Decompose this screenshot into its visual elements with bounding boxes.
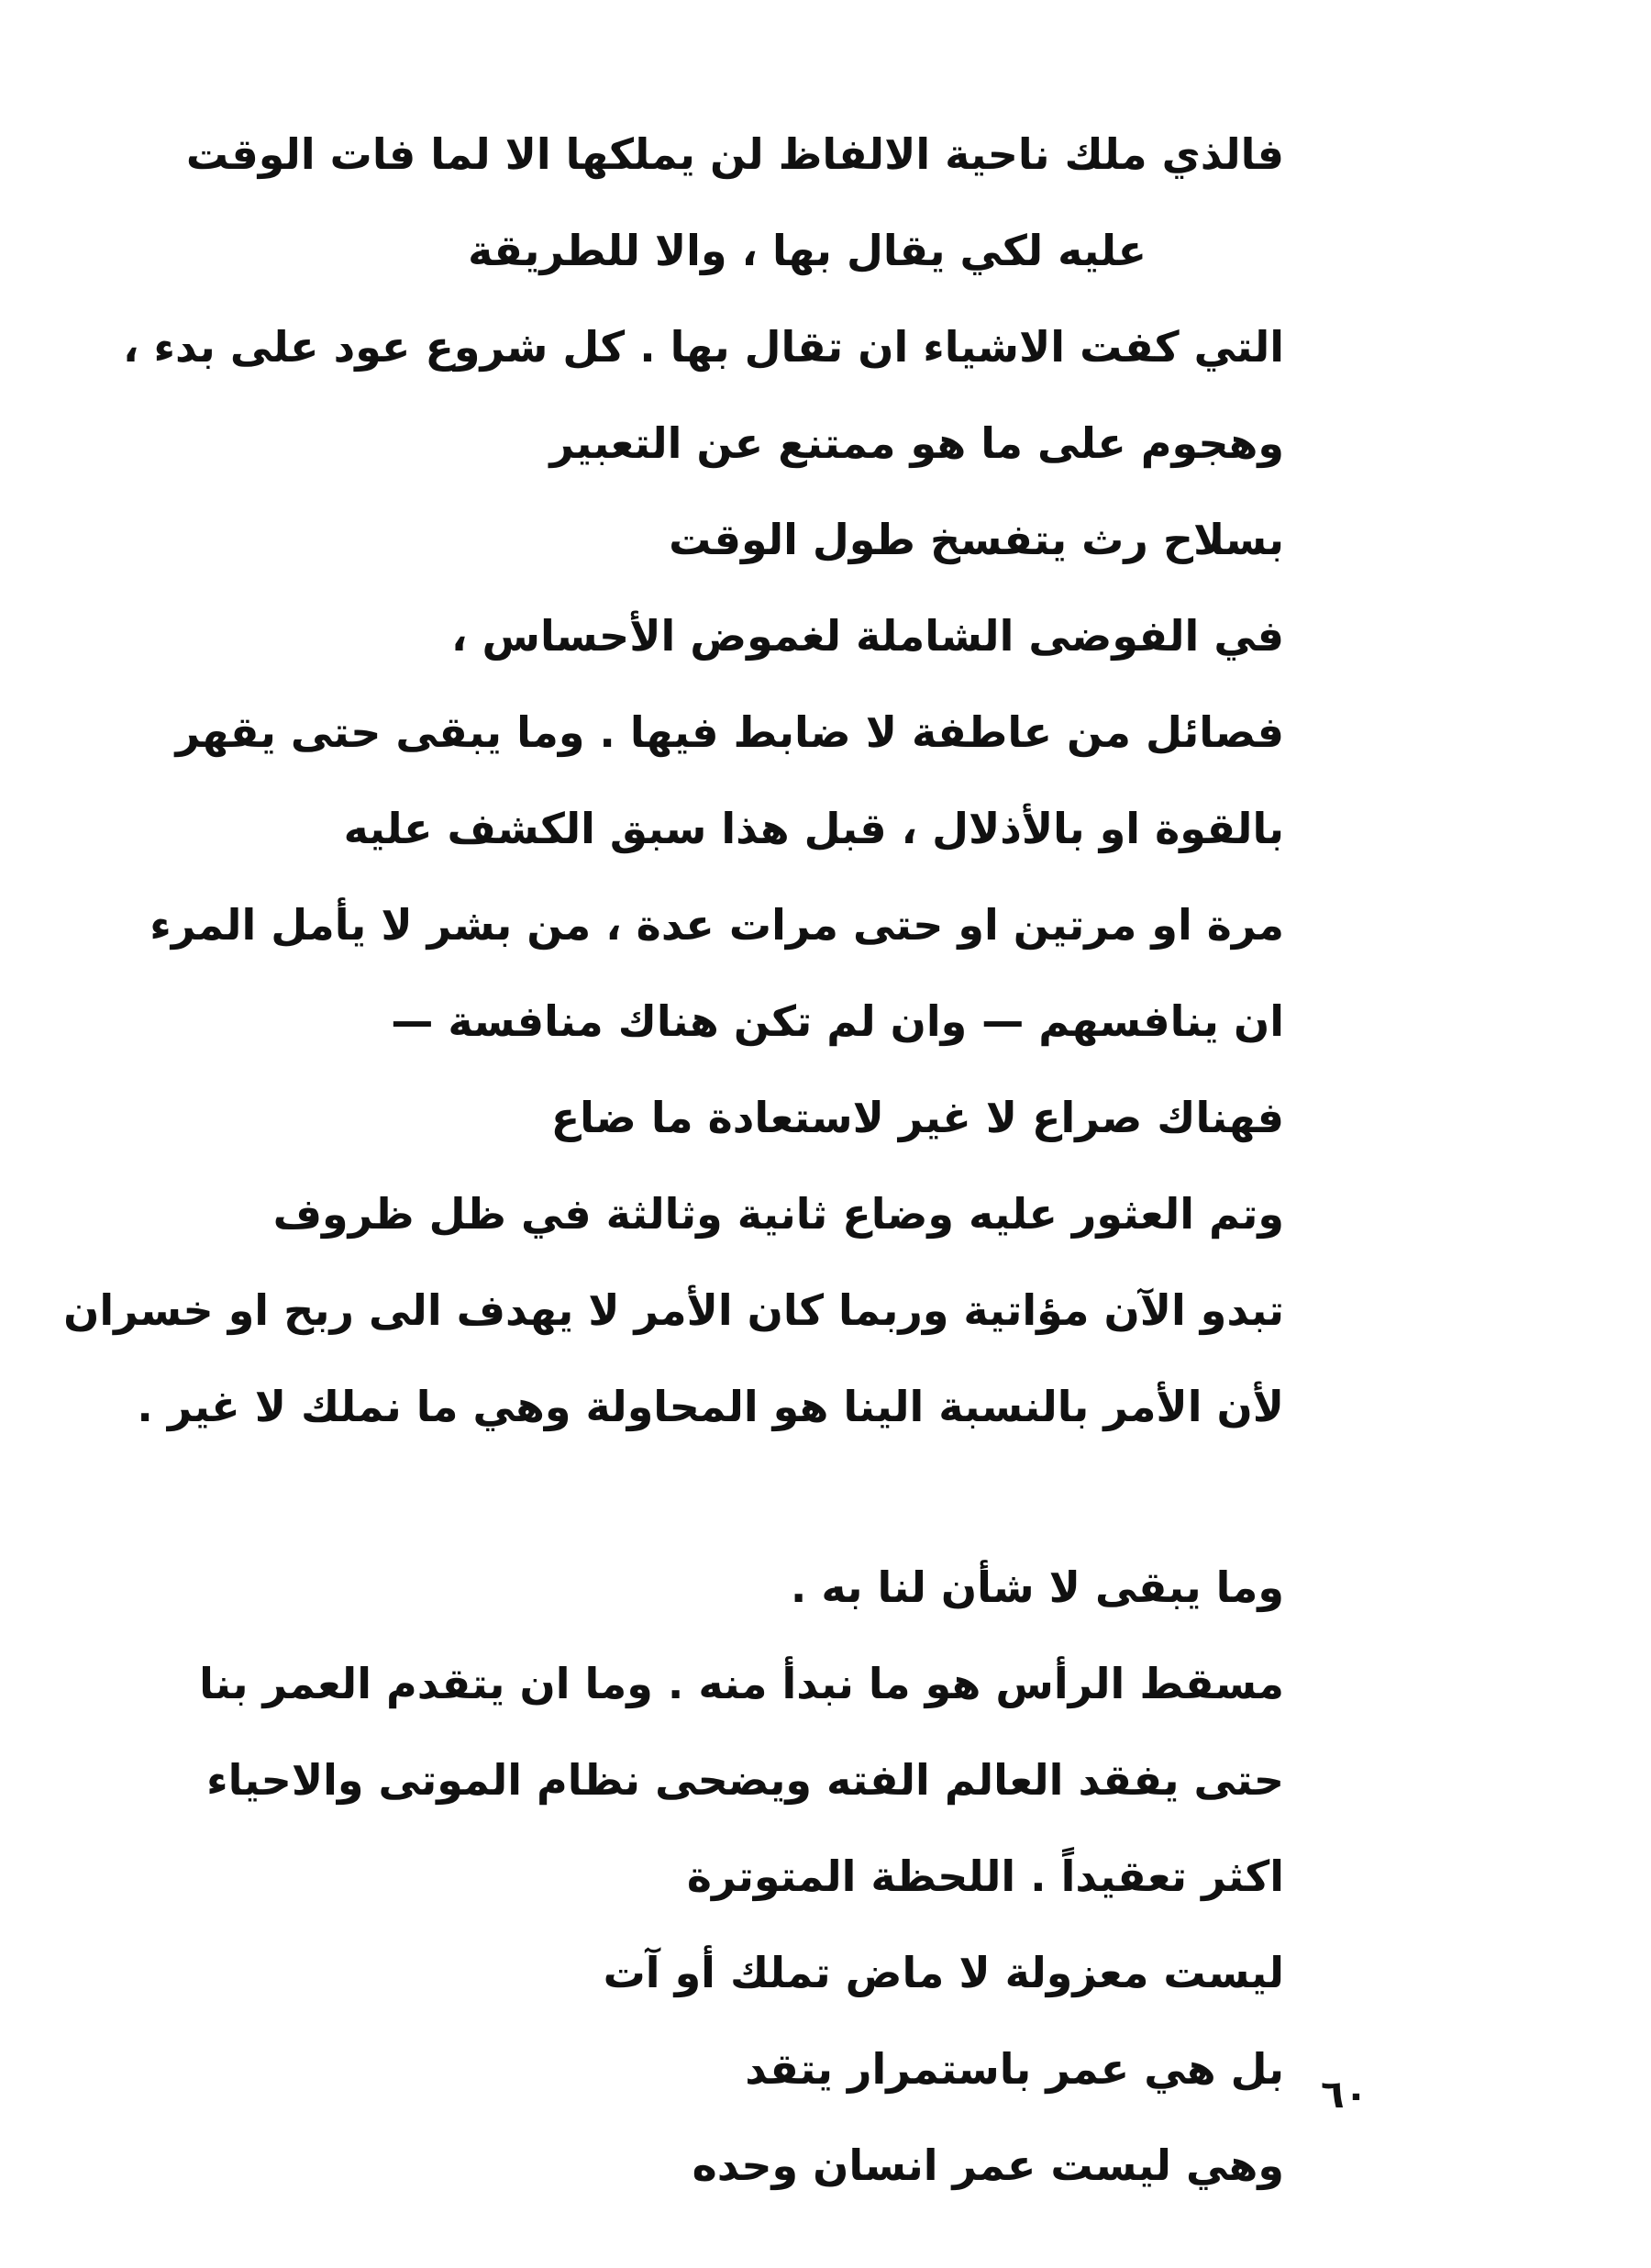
- stanza-break: [147, 1455, 1284, 1540]
- text-line: بل هي عمر باستمرار يتقد: [745, 2044, 1284, 2094]
- text-line: التي كفت الاشياء ان تقال بها . كل شروع عود على بدء ،: [122, 322, 1284, 372]
- text-line: حتى يفقد العالم الفته ويضحى نظام الموتى والاحياء: [206, 1755, 1284, 1805]
- text-line: وتم العثور عليه وضاع ثانية وثالثة في ظل ظروف: [272, 1189, 1284, 1239]
- text-line: لأن الأمر بالنسبة الينا هو المحاولة وهي ما نملك لا غير .: [137, 1382, 1284, 1431]
- stanza-2: [147, 1540, 1284, 2214]
- text-line: فصائل من عاطفة لا ضابط فيها . وما يبقى حتى يقهر: [175, 707, 1284, 757]
- text-line: فالذي ملك ناحية الالفاظ لن يملكها الا لما فات الوقت: [185, 129, 1284, 179]
- text-line: وهي ليست عمر انسان وحده: [692, 2140, 1284, 2190]
- text-line: بالقوة او بالأذلال ، قبل هذا سبق الكشف عليه: [343, 804, 1284, 853]
- text-line: بسلاح رث يتفسخ طول الوقت: [669, 515, 1284, 564]
- text-line: تبدو الآن مؤاتية وربما كان الأمر لا يهدف الى ربح او خسران: [63, 1285, 1284, 1335]
- text-line: في الفوضى الشاملة لغموض الأحساس ،: [451, 611, 1284, 661]
- text-line: مرة او مرتين او حتى مرات عدة ، من بشر لا يأمل المرء: [150, 900, 1284, 950]
- text-line: ليست معزولة لا ماض تملك أو آت: [603, 1948, 1284, 1997]
- text-line: مسقط الرأس هو ما نبدأ منه . وما ان يتقدم العمر بنا: [199, 1659, 1284, 1708]
- text-line: فهناك صراع لا غير لاستعادة ما ضاع: [550, 1093, 1284, 1142]
- poem-text: [63, 106, 1284, 2214]
- text-line: ان ينافسهم — وان لم تكن هناك منافسة —: [391, 996, 1284, 1046]
- text-line: وما يبقى لا شأن لنا به .: [790, 1562, 1284, 1612]
- stanza-1: [63, 106, 1284, 1455]
- text-line: اكثر تعقيداً . اللحظة المتوترة: [686, 1851, 1284, 1901]
- text-line: وهجوم على ما هو ممتنع عن التعبير: [549, 418, 1284, 468]
- page-number: ٦٠: [1321, 2072, 1368, 2117]
- text-line: عليه لكي يقال بها ، والا للطريقة: [468, 226, 1147, 275]
